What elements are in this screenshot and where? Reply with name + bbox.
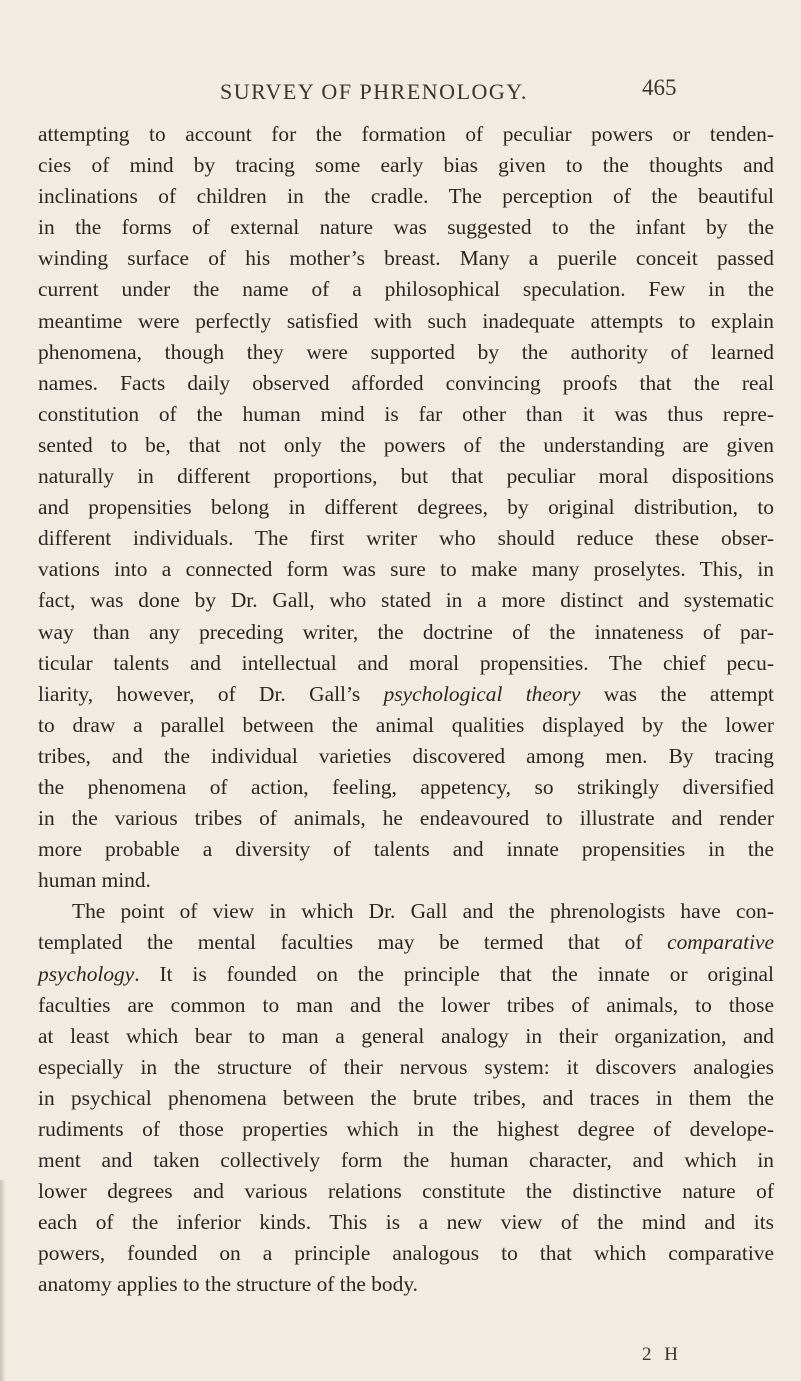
text-line: names. Facts daily observed afforded convincing proofs that the real (38, 370, 774, 395)
text-line: in the various tribes of animals, he endeavoured to illustrate and render (38, 806, 774, 831)
text-line: in the forms of external nature was suggested to the infant by the (38, 215, 774, 240)
italic-term: comparative (667, 930, 774, 955)
text-line: in psychical phenomena between the brute tribes, and traces in them the (38, 1085, 774, 1110)
text-line: meantime were perfectly satisfied with such inadequate attempts to explain (38, 308, 774, 333)
text-line: powers, founded on a principle analogous to that which comparative (38, 1241, 774, 1266)
line-segment: . It is founded on the principle that the innate or original (134, 961, 774, 986)
line-segment: liarity, however, of Dr. Gall’s (38, 681, 384, 706)
line-segment: was the attempt (580, 681, 774, 706)
text-line (38, 679, 774, 710)
text-line: way than any preceding writer, the doctrine of the innateness of par- (38, 619, 774, 644)
text-line: to draw a parallel between the animal qualities displayed by the lower (38, 712, 774, 737)
text-line: different individuals. The first writer who should reduce these obser- (38, 526, 774, 551)
text-line: vations into a connected form was sure to make many proselytes. This, in (38, 557, 774, 582)
text-line: sented to be, that not only the powers of the understanding are given (38, 432, 774, 457)
text-line (38, 959, 774, 990)
paragraph-end-line: anatomy applies to the structure of the body. (38, 1272, 418, 1297)
text-line: winding surface of his mother’s breast. Many a puerile conceit passed (38, 246, 774, 271)
line-segment: templated the mental faculties may be termed that of (38, 930, 668, 955)
paragraph-end-line: human mind. (38, 868, 151, 893)
text-line: and propensities belong in different degrees, by original distribution, to (38, 495, 774, 520)
italic-term: psychology (38, 961, 135, 986)
text-line: each of the inferior kinds. This is a new view of the mind and its (38, 1210, 774, 1235)
text-line: ticular talents and intellectual and moral propensities. The chief pecu- (38, 650, 774, 675)
running-head: SURVEY OF PHRENOLOGY. (220, 79, 528, 104)
page-number: 465 (642, 75, 677, 100)
text-line: constitution of the human mind is far other than it was thus repre- (38, 401, 774, 426)
text-line: fact, was done by Dr. Gall, who stated in a more distinct and systematic (38, 588, 774, 613)
text-line: attempting to account for the formation of peculiar powers or tenden- (38, 122, 774, 146)
paragraph-start-line: The point of view in which Dr. Gall and the phrenologists have con- (72, 899, 774, 924)
text-line: current under the name of a philosophical speculation. Few in the (38, 277, 774, 302)
text-line: tribes, and the individual varieties discovered among men. By tracing (38, 743, 774, 768)
text-line (38, 927, 774, 958)
text-line: lower degrees and various relations constitute the distinctive nature of (38, 1179, 774, 1204)
page-edge-shadow (0, 1180, 6, 1381)
text-line: phenomena, though they were supported by the authority of learned (38, 339, 774, 364)
italic-term: psychological theory (383, 681, 581, 706)
body-text (38, 119, 774, 1301)
text-line: rudiments of those properties which in the highest degree of develope- (38, 1117, 774, 1141)
text-line: naturally in different proportions, but that peculiar moral dispositions (38, 464, 774, 489)
text-line: at least which bear to man a general analogy in their organization, and (38, 1023, 774, 1048)
text-line: especially in the structure of their nervous system: it discovers analogies (38, 1054, 774, 1079)
text-line: faculties are common to man and the lower tribes of animals, to those (38, 992, 774, 1017)
text-line: inclinations of children in the cradle. The perception of the beautiful (38, 184, 774, 209)
text-line: ment and taken collectively form the human character, and which in (38, 1148, 774, 1173)
signature-mark: 2 H (642, 1344, 682, 1365)
text-line: the phenomena of action, feeling, appetency, so strikingly diversified (38, 774, 774, 799)
text-line: cies of mind by tracing some early bias given to the thoughts and (38, 153, 774, 178)
text-line: more probable a diversity of talents and innate propensities in the (38, 837, 774, 862)
